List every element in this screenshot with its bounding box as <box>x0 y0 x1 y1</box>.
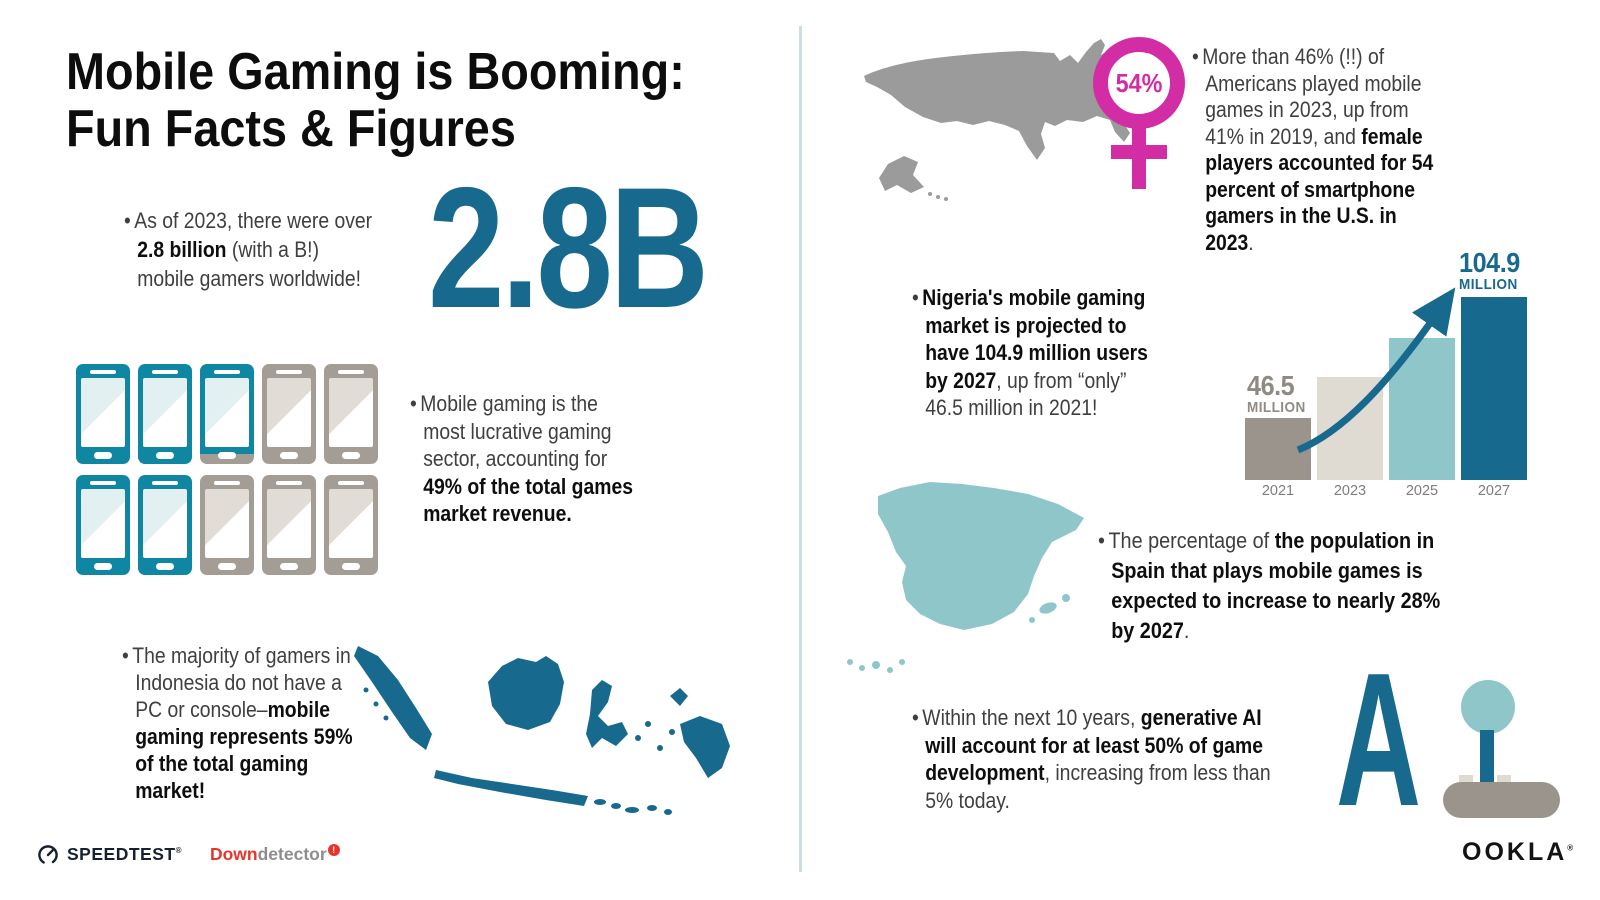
speedtest-gauge-icon <box>36 842 60 866</box>
bullet-glyph: • <box>912 705 919 730</box>
speedtest-wordmark: SPEEDTEST <box>67 843 176 864</box>
fact-text-bold: female players accounted for 54 percent of smartphone gamers in the U.S. in 2023 <box>1205 123 1434 255</box>
chart-end-unit: MILLION <box>1459 276 1518 293</box>
registered-mark: ® <box>1567 843 1574 853</box>
phone-screen <box>205 489 249 558</box>
smartphone-icon <box>76 475 130 575</box>
phone-speaker <box>276 370 302 374</box>
phone-home-button <box>156 563 174 570</box>
fact-text-bold: the population in Spain that plays mobile games is expected to increase to nearly 28% by 2027 <box>1111 528 1441 643</box>
joystick-stick-icon <box>1480 730 1494 786</box>
smartphone-icon <box>262 475 316 575</box>
smartphone-icon <box>262 364 316 464</box>
fact-text: The percentage of <box>1108 528 1275 553</box>
phone-screen <box>267 378 311 447</box>
growth-arrow-icon <box>1286 286 1461 461</box>
bullet-glyph: • <box>410 391 417 416</box>
phone-home-button <box>156 452 174 459</box>
nigeria-chart-years <box>1245 483 1530 499</box>
fact-generative-ai <box>912 704 1288 814</box>
female-share-badge: 54% <box>1115 67 1163 98</box>
indonesia-map <box>342 640 732 825</box>
fact-indonesia <box>122 642 355 804</box>
phone-speaker <box>338 370 364 374</box>
smartphone-icon <box>324 475 378 575</box>
chart-year-label: 2025 <box>1405 483 1439 499</box>
phone-speaker <box>276 481 302 485</box>
smartphone-icon <box>324 364 378 464</box>
ai-letter-a: A <box>1336 634 1422 846</box>
column-divider <box>799 26 802 872</box>
fact-text: . <box>1183 618 1190 643</box>
page-title-line2: Fun Facts & Figures <box>66 100 516 158</box>
chart-start-value: 46.5 <box>1247 370 1295 401</box>
smartphone-icon <box>200 475 254 575</box>
phone-home-button <box>280 563 298 570</box>
phone-home-button <box>280 452 298 459</box>
phone-screen <box>143 378 187 447</box>
fact-text-bold: 2.8 billion <box>137 237 227 262</box>
fact-text: Mobile gaming is the most lucrative gaming sector, accounting for <box>420 391 612 471</box>
phone-speaker <box>214 370 240 374</box>
ookla-logo <box>1462 838 1573 867</box>
chart-start-unit: MILLION <box>1247 399 1306 416</box>
phone-home-button <box>342 563 360 570</box>
fact-text: As of 2023, there were over <box>134 208 373 233</box>
chart-year-label: 2021 <box>1261 483 1295 499</box>
chart-end-label <box>1459 249 1520 293</box>
fact-spain <box>1098 526 1463 646</box>
female-symbol-ring <box>1093 37 1185 129</box>
phone-screen <box>205 378 249 447</box>
phone-screen <box>267 489 311 558</box>
fact-market-revenue <box>410 390 645 528</box>
joystick-ball-icon <box>1461 680 1515 734</box>
bullet-glyph: • <box>912 285 919 310</box>
chart-bar-2027 <box>1461 297 1527 480</box>
ookla-wordmark: OOKLA <box>1462 838 1568 866</box>
registered-mark: ® <box>175 845 182 855</box>
bullet-glyph: • <box>1192 44 1199 69</box>
downdetector-word-detector: detector <box>257 843 327 864</box>
fact-text: (with a B!) mobile gamers worldwide! <box>137 237 362 291</box>
phone-speaker <box>214 481 240 485</box>
smartphone-icon <box>200 364 254 464</box>
bullet-glyph: • <box>122 643 129 668</box>
spain-map <box>842 466 1094 684</box>
fact-text-bold: generative AI will account for at least 50% of game development <box>925 705 1264 785</box>
phone-home-button <box>94 563 112 570</box>
fact-text: The majority of gamers in Indonesia do not have a PC or console– <box>132 643 351 722</box>
female-gender-symbol <box>1093 37 1185 192</box>
page-title <box>66 44 685 158</box>
joystick-button-icon <box>1497 775 1511 782</box>
speedtest-logo <box>67 844 182 865</box>
chart-year-label: 2027 <box>1477 483 1511 499</box>
bullet-glyph: • <box>1098 528 1105 553</box>
smartphone-icon <box>76 364 130 464</box>
fact-text-bold: Nigeria's mobile gaming market is projected to have 104.9 million users by 2027 <box>922 285 1148 393</box>
phone-screen <box>329 489 373 558</box>
fact-text: , up from “only” 46.5 million in 2021! <box>925 367 1127 420</box>
smartphone-icon <box>138 364 192 464</box>
fact-worldwide-gamers <box>124 206 377 293</box>
phone-home-button <box>218 452 236 459</box>
phone-pictogram <box>76 364 378 575</box>
chart-year-label: 2023 <box>1333 483 1367 499</box>
joystick-base-icon <box>1443 782 1560 818</box>
footer-brand-logos <box>36 842 340 866</box>
phone-speaker <box>90 370 116 374</box>
phone-screen <box>143 489 187 558</box>
joystick-button-icon <box>1459 775 1473 782</box>
big-stat-2-8b: 2.8B <box>428 152 706 344</box>
phone-home-button <box>218 563 236 570</box>
phone-screen <box>81 489 125 558</box>
phone-screen <box>329 378 373 447</box>
fact-text: Within the next 10 years, <box>922 705 1141 730</box>
fact-text: More than 46% (!!) of Americans played mobile games in 2023, up from 41% in 2019, and <box>1202 44 1422 149</box>
phone-home-button <box>342 452 360 459</box>
fact-text-bold: mobile gaming represents 59% of the total gaming market! <box>135 697 353 803</box>
smartphone-icon <box>138 475 192 575</box>
fact-usa <box>1192 44 1450 256</box>
female-symbol-crossbar <box>1111 145 1167 159</box>
downdetector-word-down: Down <box>209 843 258 864</box>
downdetector-logo <box>210 844 340 865</box>
downdetector-exclamation-icon: ! <box>328 844 340 856</box>
bullet-glyph: • <box>124 208 131 233</box>
phone-speaker <box>338 481 364 485</box>
phone-home-button <box>94 452 112 459</box>
chart-end-value: 104.9 <box>1459 247 1520 278</box>
fact-text: . <box>1248 229 1254 255</box>
fact-nigeria <box>912 284 1156 422</box>
phone-screen <box>81 378 125 447</box>
phone-speaker <box>90 481 116 485</box>
fact-text: , increasing from less than 5% today. <box>925 760 1271 813</box>
fact-text-bold: 49% of the total games market revenue. <box>423 473 633 526</box>
page-title-line1: Mobile Gaming is Booming: <box>66 43 685 101</box>
phone-speaker <box>152 481 178 485</box>
phone-speaker <box>152 370 178 374</box>
